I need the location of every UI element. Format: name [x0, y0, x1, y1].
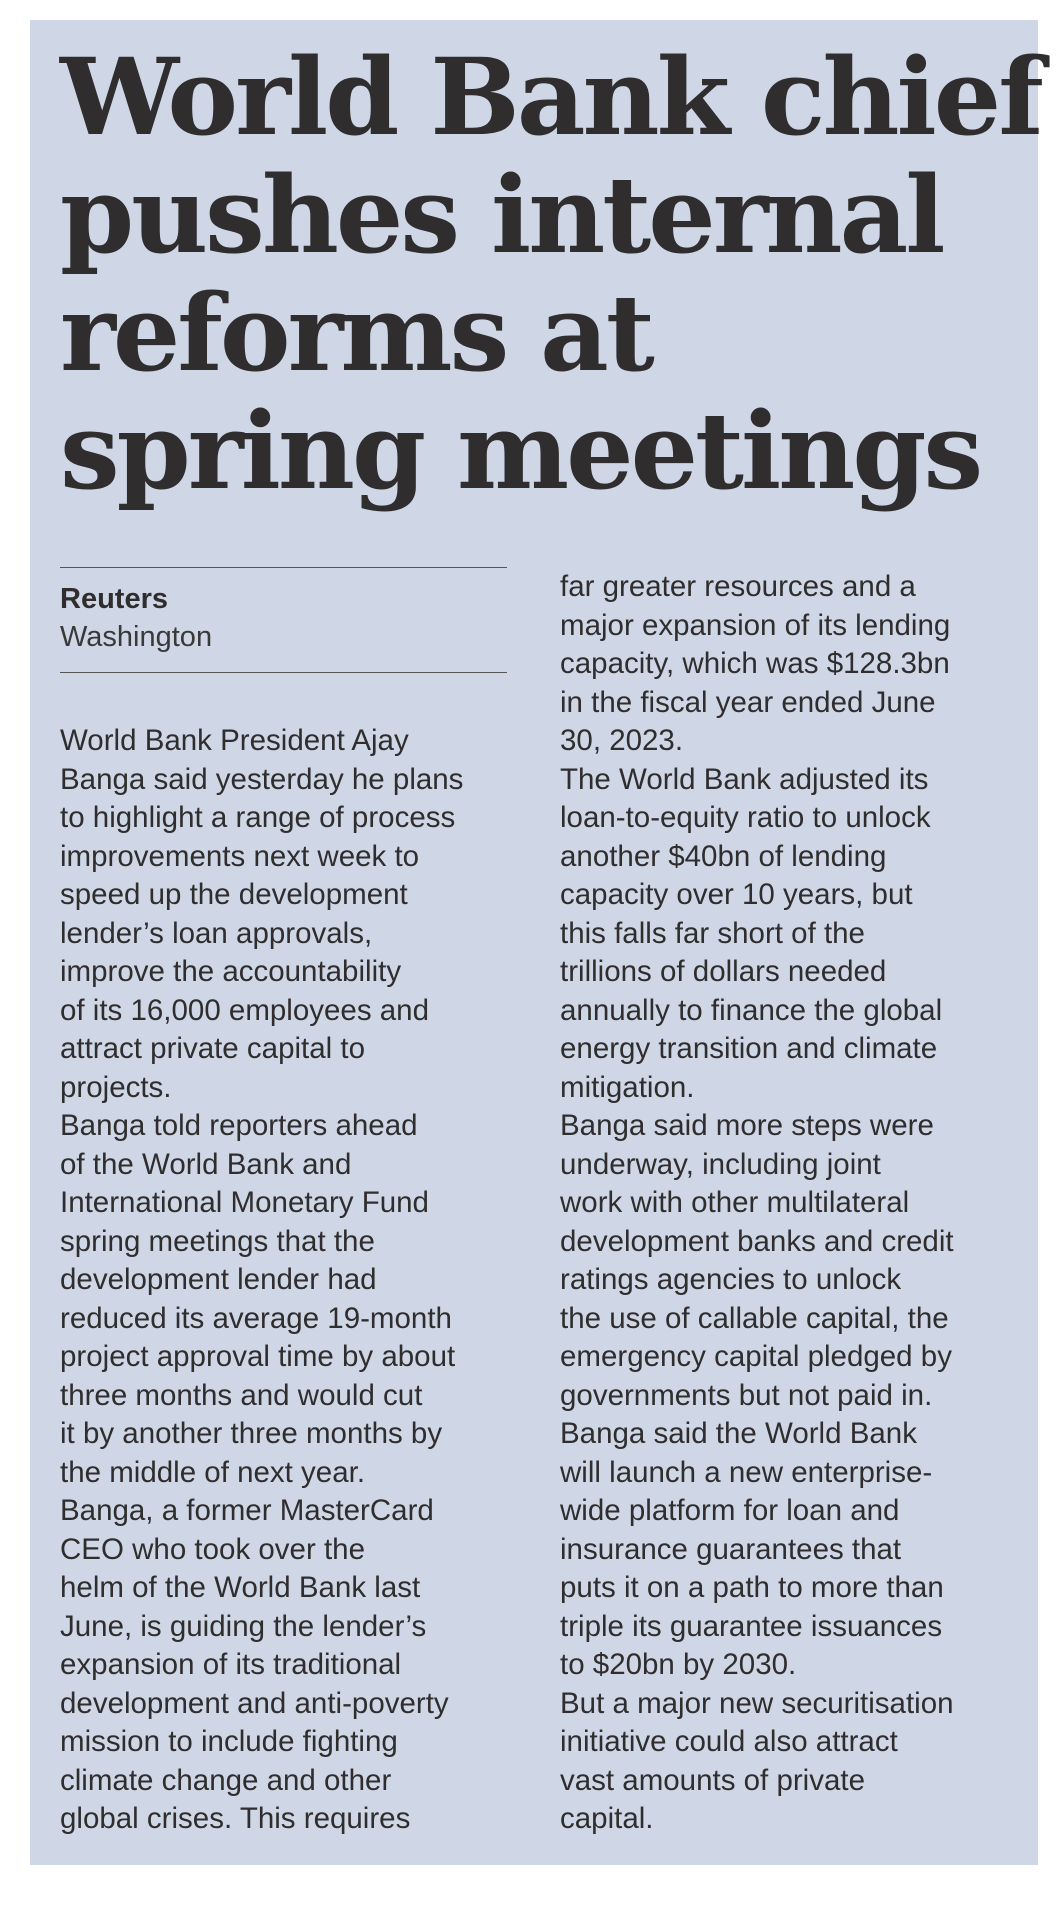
- body-text-line: Banga told reporters ahead: [60, 1109, 418, 1142]
- body-text-line: speed up the development: [60, 878, 408, 911]
- body-text-line: major expansion of its lending: [560, 608, 951, 642]
- body-text-line: development banks and credit: [560, 1224, 954, 1258]
- article-panel: [30, 20, 1041, 1865]
- body-text-line: CEO who took over the: [60, 1532, 365, 1566]
- body-text-line: loan-to-equity ratio to unlock: [560, 801, 931, 834]
- byline-bottom-divider: [60, 672, 507, 673]
- body-text-line: World Bank President Ajay: [60, 724, 409, 757]
- headline-line: spring meetings: [60, 388, 981, 513]
- body-text-line: the use of callable capital, the: [560, 1301, 949, 1335]
- body-text-line: far greater resources and a: [560, 570, 916, 603]
- body-text-line: development and anti-poverty: [60, 1686, 449, 1720]
- body-text-line: emergency capital pledged by: [560, 1340, 952, 1373]
- body-text-line: insurance guarantees that: [560, 1532, 902, 1566]
- body-text-line: Banga said yesterday he plans: [60, 762, 464, 796]
- headline: [60, 34, 1041, 513]
- body-text-line: it by another three months by: [60, 1417, 443, 1450]
- body-text-line: climate change and other: [60, 1763, 392, 1797]
- body-text-line: June, is guiding the lender’s: [60, 1609, 427, 1643]
- body-text-line: projects.: [60, 1070, 172, 1104]
- body-text-line: three months and would cut: [60, 1378, 423, 1412]
- body-text-line: lender’s loan approvals,: [60, 916, 373, 950]
- body-text-line: wide platform for loan and: [560, 1494, 900, 1527]
- byline-location: Washington: [60, 621, 213, 653]
- body-text-line: of its 16,000 employees and: [60, 993, 429, 1027]
- headline-line: pushes internal: [60, 152, 943, 277]
- byline-source: Reuters: [60, 583, 168, 615]
- body-text-line: vast amounts of private: [560, 1763, 865, 1797]
- body-text-line: helm of the World Bank last: [60, 1571, 421, 1604]
- headline-line: World Bank chief: [60, 34, 1041, 159]
- body-text-line: triple its guarantee issuances: [560, 1609, 943, 1643]
- body-text-line: underway, including joint: [560, 1147, 881, 1181]
- body-text-line: Banga said the World Bank: [560, 1417, 917, 1450]
- body-text-line: to $20bn by 2030.: [560, 1648, 797, 1681]
- body-column-right: [560, 568, 1030, 1839]
- body-text-line: capital.: [560, 1802, 654, 1835]
- body-text-line: in the fiscal year ended June: [560, 685, 936, 719]
- body-text-line: But a major new securitisation: [560, 1686, 954, 1720]
- body-text-line: to highlight a range of process: [60, 801, 456, 834]
- body-text-line: improvements next week to: [60, 839, 420, 873]
- body-text-line: development lender had: [60, 1263, 377, 1296]
- body-text-line: reduced its average 19-month: [60, 1301, 452, 1335]
- body-text-line: improve the accountability: [60, 955, 402, 988]
- body-text-line: will launch a new enterprise-: [560, 1455, 933, 1489]
- body-text-line: this falls far short of the: [560, 916, 865, 950]
- body-text-line: work with other multilateral: [560, 1186, 910, 1219]
- body-text-line: global crises. This requires: [60, 1802, 411, 1835]
- headline-line: reforms at: [60, 270, 652, 395]
- body-text-line: of the World Bank and: [60, 1147, 352, 1181]
- body-text-line: mitigation.: [560, 1070, 695, 1104]
- body-text-line: mission to include fighting: [60, 1725, 398, 1758]
- body-text-line: another $40bn of lending: [560, 839, 887, 873]
- body-text-line: initiative could also attract: [560, 1725, 898, 1758]
- body-text-line: energy transition and climate: [560, 1032, 938, 1065]
- body-text-line: project approval time by about: [60, 1340, 456, 1373]
- body-text-line: expansion of its traditional: [60, 1648, 402, 1681]
- body-text-line: ratings agencies to unlock: [560, 1263, 902, 1296]
- body-text-line: spring meetings that the: [60, 1224, 375, 1258]
- body-text-line: puts it on a path to more than: [560, 1571, 944, 1604]
- body-text-line: attract private capital to: [60, 1032, 365, 1065]
- body-text-line: annually to finance the global: [560, 993, 943, 1027]
- body-text-line: International Monetary Fund: [60, 1186, 429, 1219]
- body-text-line: Banga said more steps were: [560, 1109, 934, 1142]
- body-text-line: trillions of dollars needed: [560, 955, 887, 988]
- body-text-line: the middle of next year.: [60, 1455, 366, 1489]
- body-text-line: The World Bank adjusted its: [560, 762, 929, 796]
- body-text-line: governments but not paid in.: [560, 1378, 933, 1412]
- body-text-line: 30, 2023.: [560, 724, 684, 757]
- byline-top-divider: [60, 567, 507, 568]
- body-text-line: Banga, a former MasterCard: [60, 1494, 434, 1527]
- body-text-line: capacity, which was $128.3bn: [560, 647, 950, 680]
- body-column-left: [60, 722, 510, 1839]
- body-text-line: capacity over 10 years, but: [560, 878, 913, 911]
